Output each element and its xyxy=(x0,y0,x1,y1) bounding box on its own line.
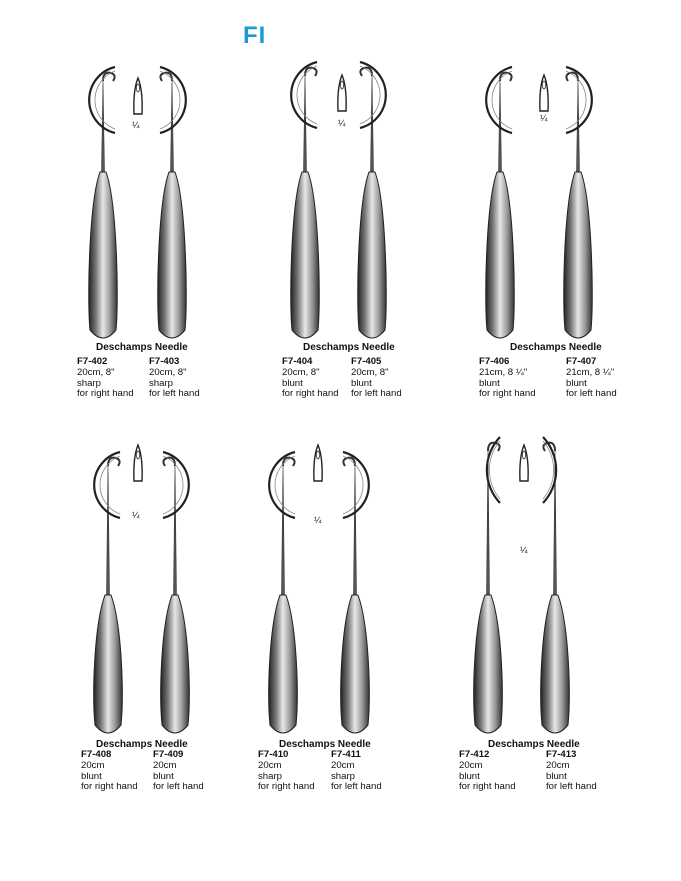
needle-eye-hole xyxy=(137,451,140,459)
product-size: 21cm, 8 ¼" xyxy=(566,366,615,378)
instrument-handle xyxy=(564,172,593,338)
instrument-handle xyxy=(474,595,503,733)
needle-eye-hole xyxy=(341,81,344,89)
product-hand: for right hand xyxy=(77,388,134,400)
product-tip: blunt xyxy=(459,770,480,782)
product-tip: sharp xyxy=(258,770,282,782)
product-code: F7-407 xyxy=(566,356,597,367)
product-code: F7-404 xyxy=(282,356,313,367)
product-title: Deschamps Needle xyxy=(279,739,371,750)
product-tip: sharp xyxy=(331,770,355,782)
product-hand: for right hand xyxy=(479,388,536,400)
instrument-handle xyxy=(291,172,320,338)
product-title: Deschamps Needle xyxy=(96,342,188,353)
product-hand: for left hand xyxy=(351,388,402,400)
product-hand: for right hand xyxy=(282,388,339,400)
product-spec xyxy=(282,357,339,400)
needle-eye-detail xyxy=(338,75,346,111)
needle-curve-inner xyxy=(492,71,512,129)
product-spec xyxy=(566,357,617,400)
product-size: 20cm xyxy=(459,759,483,771)
needle-curve-inner xyxy=(100,456,120,514)
product-spec xyxy=(331,750,382,793)
instrument-shaft xyxy=(107,465,110,595)
product-spec xyxy=(149,357,200,400)
needle-eye-detail xyxy=(134,78,142,114)
needle-curve-inner xyxy=(297,66,317,124)
brand-logo: FI xyxy=(243,22,267,49)
scale-label: ¼ xyxy=(132,510,140,520)
needle-curve-profile xyxy=(163,452,189,518)
product-spec xyxy=(459,750,516,793)
product-hand: for right hand xyxy=(459,781,516,793)
product-size: 20cm, 8" xyxy=(282,366,320,378)
product-tip: blunt xyxy=(282,377,303,389)
product-code: F7-403 xyxy=(149,356,180,367)
product-code: F7-402 xyxy=(77,356,108,367)
scale-label: ¼ xyxy=(314,515,322,525)
instrument-shaft xyxy=(282,465,285,595)
scale-label: ¼ xyxy=(338,118,346,128)
product-code: F7-409 xyxy=(153,749,184,760)
product-tip: blunt xyxy=(479,377,500,389)
product-title: Deschamps Needle xyxy=(488,739,580,750)
product-tip: blunt xyxy=(546,770,567,782)
needle-curve-inner xyxy=(160,71,180,129)
needle-eye-detail xyxy=(134,445,142,481)
needle-eye-hole xyxy=(523,451,526,459)
needle-eye-hole xyxy=(317,451,320,459)
product-tip: blunt xyxy=(81,770,102,782)
product-size: 20cm xyxy=(153,759,177,771)
product-size: 20cm, 8" xyxy=(77,366,115,378)
product-size: 20cm xyxy=(258,759,282,771)
product-spec xyxy=(479,357,536,400)
product-hand: for left hand xyxy=(566,388,617,400)
instrument-handle xyxy=(89,172,118,338)
needle-curve-profile xyxy=(94,452,120,518)
product-hand: for right hand xyxy=(258,781,315,793)
needle-curve-profile xyxy=(343,452,369,518)
product-size: 21cm, 8 ¼" xyxy=(479,366,528,378)
needle-curve-profile xyxy=(269,452,295,518)
needle-eye-detail xyxy=(520,445,528,481)
product-code: F7-408 xyxy=(81,749,112,760)
product-size: 20cm xyxy=(81,759,105,771)
needle-eye-hole xyxy=(543,81,546,89)
product-title: Deschamps Needle xyxy=(96,739,188,750)
product-spec xyxy=(153,750,204,793)
instrument-handle xyxy=(161,595,190,733)
product-size: 20cm xyxy=(546,759,570,771)
product-code: F7-406 xyxy=(479,356,510,367)
needle-eye-detail xyxy=(314,445,322,481)
product-hand: for right hand xyxy=(81,781,138,793)
instrument-handle xyxy=(341,595,370,733)
product-spec xyxy=(77,357,134,400)
product-hand: for left hand xyxy=(153,781,204,793)
product-size: 20cm, 8" xyxy=(149,366,187,378)
scale-label: ¼ xyxy=(132,120,140,130)
product-title: Deschamps Needle xyxy=(510,342,602,353)
product-tip: blunt xyxy=(351,377,372,389)
product-code: F7-411 xyxy=(331,749,361,760)
product-tip: sharp xyxy=(77,377,101,389)
product-spec xyxy=(81,750,138,793)
product-hand: for left hand xyxy=(546,781,597,793)
instrument-handle xyxy=(358,172,387,338)
product-spec xyxy=(258,750,315,793)
instrument-handle xyxy=(158,172,187,338)
instrument-handle xyxy=(269,595,298,733)
instrument-handle xyxy=(94,595,123,733)
instrument-shaft xyxy=(354,465,357,595)
product-spec xyxy=(351,357,402,400)
product-hand: for left hand xyxy=(149,388,200,400)
product-hand: for left hand xyxy=(331,781,382,793)
needle-curve-inner xyxy=(95,71,115,129)
needle-eye-hole xyxy=(137,84,140,92)
scale-label: ¼ xyxy=(540,113,548,123)
instrument-handle xyxy=(486,172,515,338)
needle-eye-detail xyxy=(540,75,548,111)
product-size: 20cm xyxy=(331,759,355,771)
instrument-handle xyxy=(541,595,570,733)
scale-label: ¼ xyxy=(520,545,528,555)
instrument-shaft xyxy=(174,465,177,595)
product-tip: sharp xyxy=(149,377,173,389)
product-tip: blunt xyxy=(566,377,587,389)
needle-curve-inner xyxy=(343,456,363,514)
product-code: F7-413 xyxy=(546,749,577,760)
needle-curve-inner xyxy=(360,66,380,124)
product-tip: blunt xyxy=(153,770,174,782)
needle-curve-inner xyxy=(566,71,586,129)
product-code: F7-412 xyxy=(459,749,490,760)
product-spec xyxy=(546,750,597,793)
product-size: 20cm, 8" xyxy=(351,366,389,378)
product-title: Deschamps Needle xyxy=(303,342,395,353)
product-code: F7-410 xyxy=(258,749,289,760)
needle-curve-inner xyxy=(163,456,183,514)
product-code: F7-405 xyxy=(351,356,382,367)
needle-curve-inner xyxy=(275,456,295,514)
